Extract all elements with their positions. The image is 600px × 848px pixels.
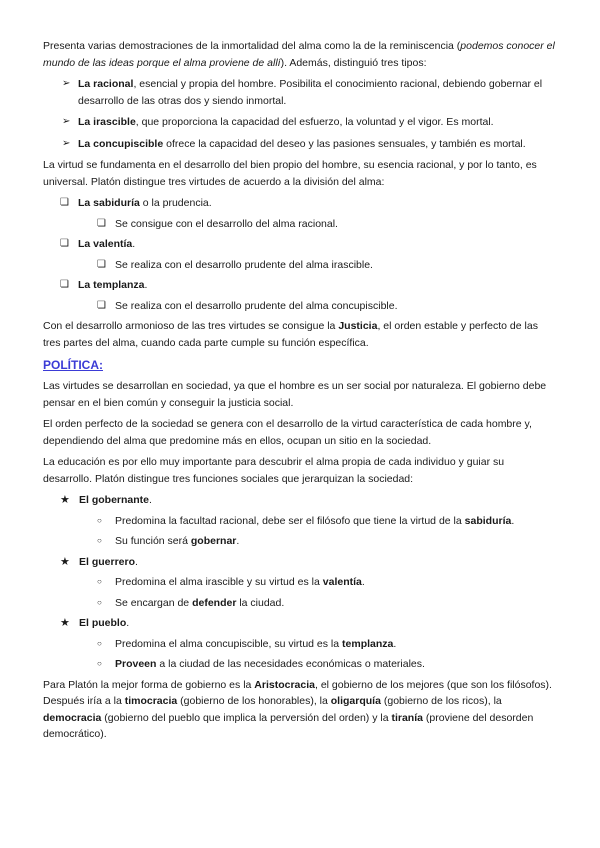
checkbox-bullet-icon: ❏ — [97, 217, 106, 229]
list-item: ❏ La valentía. — [43, 236, 556, 253]
politica-paragraph-1: Las virtudes se desarrollan en sociedad, ya que el hombre es un ser social por naturaleza. El gobierno debe pensar en el bien común y conseguir la justicia social. — [43, 380, 547, 409]
list-item: ❏ Se realiza con el desarrollo prudente del alma irascible. — [43, 257, 556, 274]
final-paragraph: Para Platón la mejor forma de gobierno es la Aristocracia, el gobierno de los mejores (que son los filósofos). Después iría a la timocracia (gobierno de los honorables), la oligarquía (gobierno de los ricos), la democracia (gobierno del pueblo que implica la perversión del orden) y la tiranía (proviene del desorden democrático). — [43, 678, 552, 740]
checkbox-bullet-icon: ❏ — [97, 258, 106, 270]
politica-heading: POLÍTICA: — [43, 358, 103, 372]
justicia-paragraph: Con el desarrollo armonioso de las tres virtudes se consigue la Justicia, el orden estable y perfecto de las tres partes del alma, cuando cada parte cumple su función específica. — [43, 320, 538, 349]
checkbox-bullet-icon: ❏ — [97, 299, 106, 311]
list-item: ❏ La sabiduría o la prudencia. — [43, 195, 556, 212]
star-bullet-icon: ★ — [60, 494, 70, 506]
alma-types-list — [62, 76, 556, 152]
list-item: ★ El guerrero. — [43, 554, 556, 571]
list-item: ❏ Se consigue con el desarrollo del alma racional. — [43, 216, 556, 233]
list-item: ○ Su función será gobernar. — [43, 533, 556, 550]
circle-bullet-icon: ○ — [97, 577, 102, 586]
list-item: ❏ La templanza. — [43, 277, 556, 294]
list-item: ○ Se encargan de defender la ciudad. — [43, 595, 556, 612]
intro-paragraph: Presenta varias demostraciones de la inmortalidad del alma como la de la reminiscencia (podemos conocer el mundo de las ideas porque el alma proviene de allí). Además, distinguió tres tipos: — [43, 40, 555, 69]
list-item: ➢ La irascible, que proporciona la capacidad del esfuerzo, la voluntad y el vigor. Es mortal. — [62, 114, 556, 131]
list-item: ○ Predomina el alma concupiscible, su virtud es la templanza. — [43, 636, 556, 653]
circle-bullet-icon: ○ — [97, 659, 102, 668]
arrow-bullet-icon: ➢ — [62, 137, 71, 149]
list-item: ★ El pueblo. — [43, 615, 556, 632]
list-item: ○ Proveen a la ciudad de las necesidades económicas o materiales. — [43, 656, 556, 673]
politica-paragraph-2: El orden perfecto de la sociedad se genera con el desarrollo de la virtud característica de cada hombre y, dependiendo del alma que predomine más en ellos, ocupan un sitio en la sociedad. — [43, 418, 532, 447]
arrow-bullet-icon: ➢ — [62, 78, 71, 89]
arrow-bullet-icon: ➢ — [62, 116, 71, 127]
circle-bullet-icon: ○ — [97, 515, 102, 525]
list-item: ○ Predomina la facultad racional, debe ser el filósofo que tiene la virtud de la sabiduría. — [43, 513, 556, 530]
circle-bullet-icon: ○ — [97, 536, 102, 545]
virtudes-list — [43, 195, 556, 314]
list-item: ➢ La racional, esencial y propia del hombre. Posibilita el conocimiento racional, debiendo gobernar el desarrollo de las otras dos y siendo inmortal. — [62, 78, 543, 107]
checkbox-bullet-icon: ❏ — [60, 197, 69, 208]
checkbox-bullet-icon: ❏ — [60, 238, 69, 249]
list-item: ○ Predomina el alma irascible y su virtud es la valentía. — [43, 574, 556, 591]
circle-bullet-icon: ○ — [97, 638, 102, 648]
checkbox-bullet-icon: ❏ — [60, 279, 69, 290]
intro-italic: podemos conocer el mundo de las ideas porque el alma proviene de allí — [43, 40, 555, 69]
circle-bullet-icon: ○ — [97, 597, 102, 607]
star-bullet-icon: ★ — [60, 555, 70, 568]
star-bullet-icon: ★ — [60, 617, 70, 629]
list-item: ❏ Se realiza con el desarrollo prudente del alma concupiscible. — [43, 298, 556, 315]
list-item: ➢ La concupiscible ofrece la capacidad del deseo y las pasiones sensuales, y también es mortal. — [62, 136, 556, 153]
politica-paragraph-3: La educación es por ello muy importante para descubrir el alma propia de cada individuo y guiar su desarrollo. Platón distingue tres funciones sociales que jerarquizan la sociedad: — [43, 456, 505, 485]
funciones-list — [43, 492, 556, 673]
virtud-intro: La virtud se fundamenta en el desarrollo del bien propio del hombre, su esencia racional, y por lo tanto, es universal. Platón distingue tres virtudes de acuerdo a la división del alma: — [43, 159, 537, 188]
list-item: ★ El gobernante. — [43, 492, 556, 509]
